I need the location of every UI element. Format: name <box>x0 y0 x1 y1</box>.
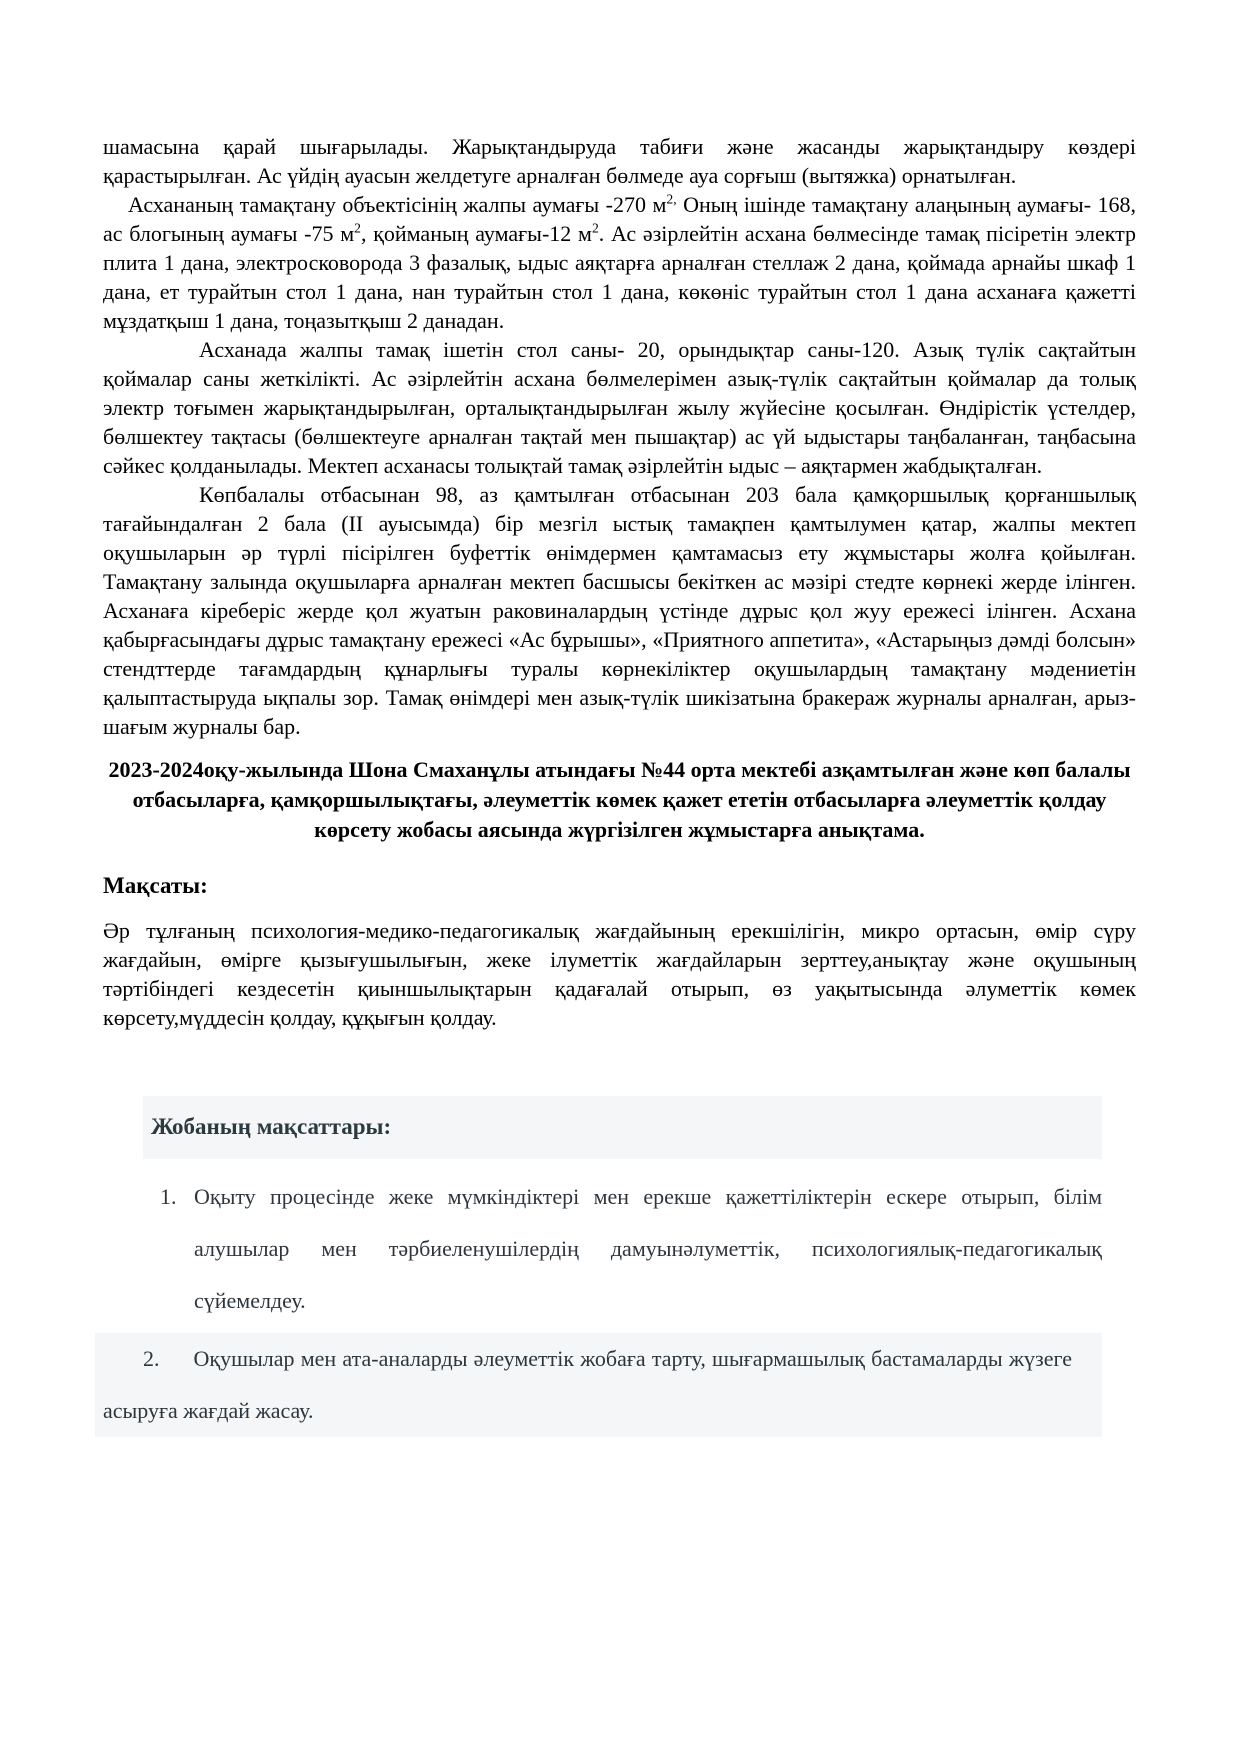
goal-heading: Мақсаты: <box>103 873 208 898</box>
canteen-area-text-d: . Ас әзірлейтін асхана бөлмесінде тамақ пісіретін электр плита 1 дана, электросковорода 3 фазалық, ыдыс аяқтарға арналған стеллаж 2 дана, қоймада арнайы шкаф 1 дана, ет турайтын стол 1 дана, нан турайтын стол 1 дана, көкөніс турайтын стол 1 дана асханаға қажетті мұздатқыш 1 дана, тоңазытқыш 2 данадан. <box>103 221 1136 333</box>
project-goals-heading <box>143 1096 1102 1159</box>
canteen-area-text-a: Асхананың тамақтану объектісінің жалпы аумағы -270 м <box>128 192 667 217</box>
paragraph-canteen-area <box>103 190 1136 335</box>
project-goal-item-1-number: 1. <box>160 1184 177 1209</box>
families-meals-text: Көпбалалы отбасынан 98, аз қамтылған отбасынан 203 бала қамқоршылық қорғаншылық тағайындалған 2 бала (ІІ ауысымда) бір мезгіл ыстық тамақпен қамтылумен қатар, жалпы мектеп оқушыларын әр түрлі пісірілген буфеттік өнімдермен қамтамасыз ету жұмыстары жолға қойылған. Тамақтану залында оқушыларға арналған мектеп басшысы бекіткен ас мәзірі стедте көрнекі жерде ілінген. Асханаға кіреберіс жерде қол жуатын раковиналардың үстінде дұрыс қол жуу ережесі ілінген. Асхана қабырғасындағы дұрыс тамақтану ережесі «Ас бұрышы», «Приятного аппетита», «Астарыңыз дәмді болсын» стендттерде тағамдардың құнарлығы туралы көрнекіліктер оқушылардың тамақтану мәдениетін қалыптастыруда ықпалы зор. Тамақ өнімдері мен азық-түлік шикізатына бракераж журналы арналған, арыз-шағым журналы бар. <box>103 482 1136 739</box>
project-goal-item-2-number: 2. <box>143 1346 160 1371</box>
project-goal-item-1 <box>160 1171 1102 1327</box>
canteen-equipment-text: Асханада жалпы тамақ ішетін стол саны- 20, орындықтар саны-120. Азық түлік сақтайтын қоймалар саны жеткілікті. Ас әзірлейтін асхана бөлмелерімен азық-түлік сақтайтын қоймалар да толық электр тоғымен жарықтандырылған, орталықтандырылған жылу жүйесіне қосылған. Өндірістік үстелдер, бөлшектеу тақтасы (бөлшектеуге арналған тақтай мен пышақтар) ас үй ыдыстары таңбаланған, таңбасына сәйкес қолданылады. Мектеп асханасы толықтай тамақ әзірлейтін ыдыс – аяқтармен жабдықталған. <box>103 337 1136 478</box>
canteen-area-text-b: Оның ішінде тамақтану алаңының аумағы- 168, ас блогының аумағы -75 м <box>103 192 1136 246</box>
project-goal-item-2 <box>95 1333 1102 1437</box>
project-goals-heading-text: Жобаның мақсаттары: <box>151 1114 392 1139</box>
square-meter-superscript-1: 2, <box>666 191 677 207</box>
paragraph-lighting-ventilation <box>103 132 1136 190</box>
report-title: 2023-2024оқу-жылында Шона Смаханұлы атындағы №44 орта мектебі азқамтылған және көп балалы отбасыларға, қамқоршылықтағы, әлеуметтік көмек қажет ететін отбасыларға әлеуметтік қолдау көрсету жобасы аясында жүргізілген жұмыстарға анықтама. <box>108 757 1131 842</box>
square-meter-superscript-2: 2 <box>354 220 361 236</box>
project-goal-item-1-text: Оқыту процесінде жеке мүмкіндіктері мен ерекше қажеттіліктерін ескере отырып, білім алушылар мен тәрбиеленушілердің дамуынәлуметтік, психологиялық-педагогикалық сүйемелдеу. <box>194 1184 1102 1313</box>
goal-paragraph: Әр тұлғаның психология-медико-педагогикалық жағдайының ерекшілігін, микро ортасын, өмір сүру жағдайын, өмірге қызығушылығын, жеке ілуметтік жағдайларын зерттеу,анықтау және оқушының тәртібіндегі кездесетін қиыншылықтарын қадағалай отырып, өз уақытысында әлуметтік көмек көрсету,мүддесін қолдау, құқығын қолдау. <box>103 918 1136 1030</box>
square-meter-superscript-3: 2 <box>591 220 599 236</box>
paragraph-families-meals <box>103 480 1136 741</box>
paragraph-canteen-equipment <box>103 335 1136 480</box>
canteen-area-text-c: , қойманың аумағы-12 м <box>360 221 592 246</box>
paragraph-lighting-ventilation-text: шамасына қарай шығарылады. Жарықтандыруда табиғи және жасанды жарықтандыру көздері қарастырылған. Ас үйдің ауасын желдетуге арналған бөлмеде ауа сорғыш (вытяжка) орнатылған. <box>103 134 1136 188</box>
project-goal-item-2-text: Оқушылар мен ата-аналарды әлеуметтік жобаға тарту, шығармашылық бастамаларды жүзеге асыруға жағдай жасау. <box>103 1346 1072 1423</box>
